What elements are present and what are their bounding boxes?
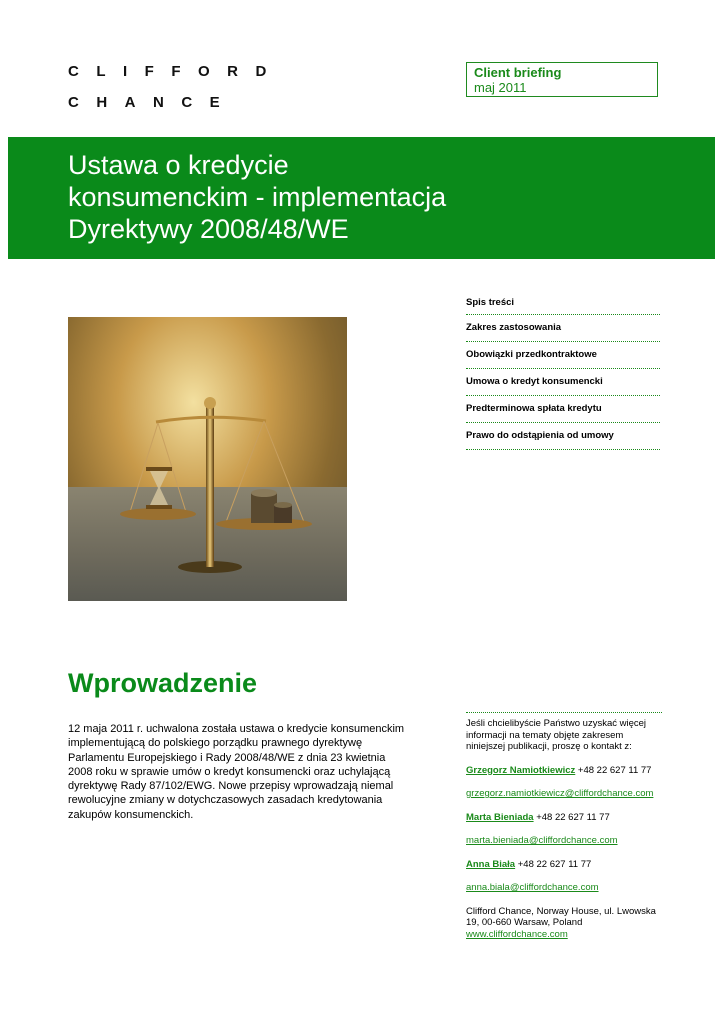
title-line-1: Ustawa o kredycie [68, 150, 289, 180]
contact-name-link[interactable]: Grzegorz Namiotkiewicz [466, 764, 576, 776]
title-banner [8, 137, 715, 259]
contact-phone: +48 22 627 11 77 [536, 811, 610, 823]
client-briefing-box [466, 62, 658, 97]
contact-person [466, 765, 662, 777]
logo-line-1: CLIFFORD [68, 63, 284, 80]
contact-email-link[interactable]: grzegorz.namiotkiewicz@cliffordchance.com [466, 788, 654, 799]
toc-item[interactable]: Prawo do odstąpienia od umowy [466, 423, 660, 450]
contact-email-link[interactable]: marta.bieniada@cliffordchance.com [466, 835, 618, 846]
title-line-2: konsumenckim - implementacja [68, 182, 447, 212]
contact-person [466, 812, 662, 824]
contact-name-link[interactable]: Anna Biała [466, 858, 516, 870]
scales-photo [68, 317, 347, 601]
title-line-3: Dyrektywy 2008/48/WE [68, 214, 349, 244]
contact-box [466, 712, 662, 940]
contact-phone: +48 22 627 11 77 [517, 858, 592, 870]
toc-item[interactable]: Obowiązki przedkontraktowe [466, 342, 660, 369]
briefing-title: Client briefing [474, 65, 562, 80]
contact-email-row [466, 788, 662, 800]
clifford-chance-logo [68, 56, 284, 118]
toc-item[interactable]: Predterminowa spłata kredytu [466, 396, 660, 423]
contact-intro: Jeśli chcielibyście Państwo uzyskać więcej informacji na tematy objęte zakresem niniejszej publikacji, proszę o kontakt z: [466, 718, 647, 752]
logo-line-2: CHANCE [68, 94, 238, 111]
website-link[interactable]: www.cliffordchance.com [466, 928, 568, 940]
office-address [466, 906, 662, 941]
contact-email-row [466, 882, 662, 894]
intro-paragraph: 12 maja 2011 r. uchwalona została ustawa o kredycie konsumenckim implementującą do polskiego porządku prawnego dyrektywę Parlamentu Europejskiego i Rady 2008/48/WE z dnia 23 kwietnia 2008 roku w sprawie umów o kredyt konsumencki oraz uchylającą dyrektywę Rady 87/102/EWG. Nowe przepisy wprowadzają niemal rewolucyjne zmiany w dotychczasowych zasadach kredytowania zakupów konsumenckich. [68, 723, 405, 821]
toc-item[interactable]: Zakres zastosowania [466, 315, 660, 342]
scales-illustration [68, 317, 347, 601]
contact-name-link[interactable]: Marta Bieniada [466, 811, 534, 823]
table-of-contents [466, 292, 660, 450]
contact-phone: +48 22 627 11 77 [577, 764, 652, 776]
document-title [68, 149, 446, 245]
contact-person [466, 859, 662, 871]
section-heading-intro: Wprowadzenie [68, 668, 258, 698]
contact-email-link[interactable]: anna.biala@cliffordchance.com [466, 882, 599, 893]
address-line-1: Clifford Chance, Norway House, ul. Lwowska [466, 905, 656, 917]
address-line-2: 19, 00-660 Warsaw, Poland [466, 917, 583, 928]
briefing-date: maj 2011 [474, 80, 527, 95]
contact-email-row [466, 835, 662, 847]
toc-item[interactable]: Umowa o kredyt konsumencki [466, 369, 660, 396]
toc-heading: Spis treści [466, 292, 660, 315]
